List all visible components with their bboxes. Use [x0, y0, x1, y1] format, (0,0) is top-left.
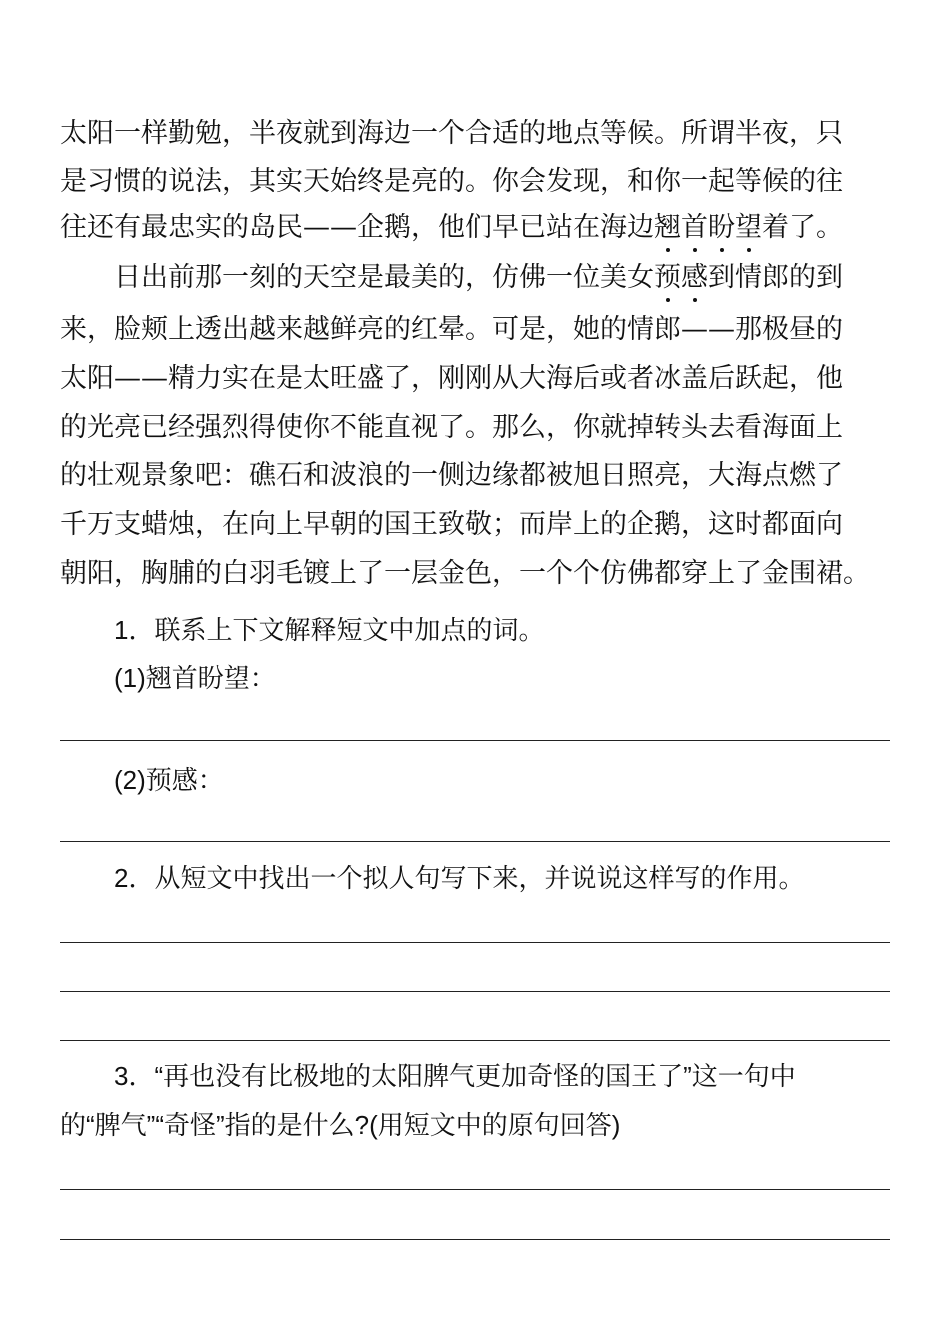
answer-line-3-2[interactable] [60, 1239, 890, 1240]
dotted-char: 翘 [654, 212, 681, 243]
question-3-line-2: 的“脾气”“奇怪”指的是什么?(用短文中的原句回答) [60, 1110, 621, 1140]
question-1b-label: (2)预感： [114, 765, 224, 795]
passage-text: 往还有最忠实的岛民——企鹅，他们早已站在海边 [60, 212, 654, 243]
passage-line: 太阳——精力实在是太旺盛了，刚刚从大海后或者冰盖后跃起，他 [60, 363, 843, 394]
passage-line: 来，脸颊上透出越来越鲜亮的红晕。可是，她的情郎——那极昼的 [60, 314, 843, 345]
dotted-char: 首 [681, 212, 708, 243]
dotted-char: 盼 [708, 212, 735, 243]
question-3-line-1: 3．“再也没有比极地的太阳脾气更加奇怪的国王了”这一句中 [114, 1061, 796, 1091]
passage-line: 千万支蜡烛，在向上早朝的国王致敬；而岸上的企鹅，这时都面向 [60, 509, 843, 540]
passage-line: 太阳一样勤勉，半夜就到海边一个合适的地点等候。所谓半夜，只 [60, 118, 843, 149]
answer-line-3-1[interactable] [60, 1189, 890, 1190]
question-1a-label: (1)翘首盼望： [114, 663, 276, 693]
passage-line [114, 261, 890, 295]
question-2: 2．从短文中找出一个拟人句写下来，并说说这样写的作用。 [114, 863, 805, 893]
question-1: 1．联系上下文解释短文中加点的词。 [114, 615, 545, 645]
dotted-char: 望 [735, 212, 762, 243]
passage-text: 日出前那一刻的天空是最美的，仿佛一位美女 [114, 262, 654, 293]
answer-line-2-1[interactable] [60, 942, 890, 943]
passage-line: 的光亮已经强烈得使你不能直视了。那么，你就掉转头去看海面上 [60, 412, 843, 443]
answer-line-2-3[interactable] [60, 1040, 890, 1041]
passage-line: 是习惯的说法，其实天始终是亮的。你会发现，和你一起等候的往 [60, 166, 843, 197]
answer-line-1a[interactable] [60, 740, 890, 741]
passage-text: 到情郎的到 [708, 262, 843, 293]
passage-text: 着了。 [762, 212, 843, 243]
dotted-char: 预 [654, 262, 681, 293]
answer-line-1b[interactable] [60, 841, 890, 842]
passage-line [60, 211, 890, 245]
passage-line: 的壮观景象吧：礁石和波浪的一侧边缘都被旭日照亮，大海点燃了 [60, 460, 843, 491]
passage-line: 朝阳，胸脯的白羽毛镀上了一层金色，一个个仿佛都穿上了金围裙。 [60, 558, 870, 589]
answer-line-2-2[interactable] [60, 991, 890, 992]
dotted-char: 感 [681, 262, 708, 293]
